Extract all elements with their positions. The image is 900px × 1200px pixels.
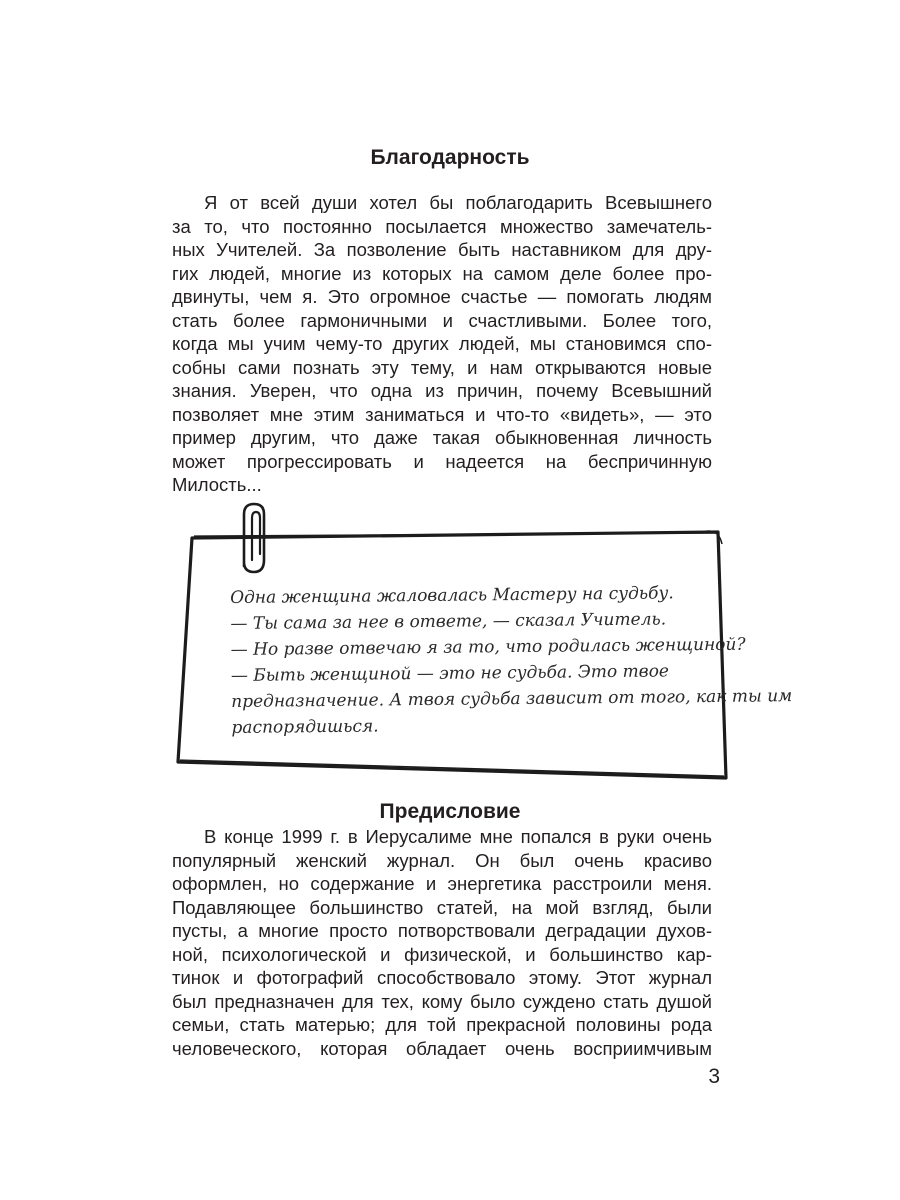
- text-line: пусты, а многие просто потворствовали деградации духов-: [172, 920, 712, 941]
- text-line: когда мы учим чему-то других людей, мы становимся спо-: [172, 333, 712, 354]
- gratitude-paragraph: [172, 191, 712, 497]
- text-line: стать более гармоничными и счастливыми. Более того,: [172, 309, 712, 331]
- text-line: гих людей, многие из которых на самом деле более про-: [172, 262, 712, 284]
- text-line: В конце 1999 г. в Иерусалиме мне попался в руки очень: [204, 826, 712, 847]
- paperclip-icon: [230, 500, 290, 580]
- text-line: ной, психологической и физической, и большинство кар-: [172, 943, 712, 965]
- text-line: двинуты, чем я. Это огромное счастье — помогать людям: [172, 286, 712, 307]
- note-line: — Быть женщиной — это не судьба. Это твое: [230, 661, 670, 686]
- note-line: Одна женщина жаловалась Мастеру на судьбу.: [230, 583, 674, 608]
- page-number: 3: [708, 1065, 720, 1088]
- text-line: человеческого, которая обладает очень восприимчивым: [172, 1037, 712, 1059]
- quote-note-card: [170, 500, 793, 780]
- text-line: популярный женский журнал. Он был очень красиво: [172, 849, 712, 871]
- note-line: — Но разве отвечаю я за то, что родилась женщиной?: [230, 634, 746, 660]
- gratitude-heading: Благодарность: [370, 146, 530, 169]
- text-line: Милость...: [172, 474, 262, 495]
- text-line: за то, что постоянно посылается множество замечатель-: [172, 215, 712, 237]
- text-line: был предназначен для тех, кому было суждено стать душой: [172, 990, 712, 1012]
- note-quote-text: [230, 580, 793, 741]
- note-line: предназначение. А твоя судьба зависит от того, как ты им: [231, 686, 793, 712]
- text-line: Подавляющее большинство статей, на мой взгляд, были: [172, 896, 712, 918]
- text-line: ных Учителей. За позволение быть наставником для дру-: [172, 239, 712, 260]
- text-line: позволяет мне этим заниматься и что-то «видеть», — это: [172, 403, 712, 425]
- preface-heading: Предисловие: [379, 800, 521, 823]
- preface-paragraph: [172, 825, 712, 1060]
- text-line: тинок и фотографий способствовало этому. Этот журнал: [172, 967, 712, 988]
- text-line: знания. Уверен, что одна из причин, почему Всевышний: [172, 380, 712, 401]
- note-line: — Ты сама за нее в ответе, — сказал Учитель.: [230, 609, 667, 634]
- text-line: семьи, стать матерью; для той прекрасной половины рода: [172, 1014, 712, 1035]
- text-line: оформлен, но содержание и энергетика расстроили меня.: [172, 873, 712, 894]
- text-line: пример другим, что даже такая обыкновенная личность: [172, 427, 712, 448]
- text-line: собны сами познать эту тему, и нам открываются новые: [172, 356, 712, 378]
- text-line: Я от всей души хотел бы поблагодарить Всевышнего: [204, 192, 712, 213]
- text-line: может прогрессировать и надеется на беспричинную: [172, 450, 712, 472]
- note-line: распорядишься.: [231, 716, 379, 738]
